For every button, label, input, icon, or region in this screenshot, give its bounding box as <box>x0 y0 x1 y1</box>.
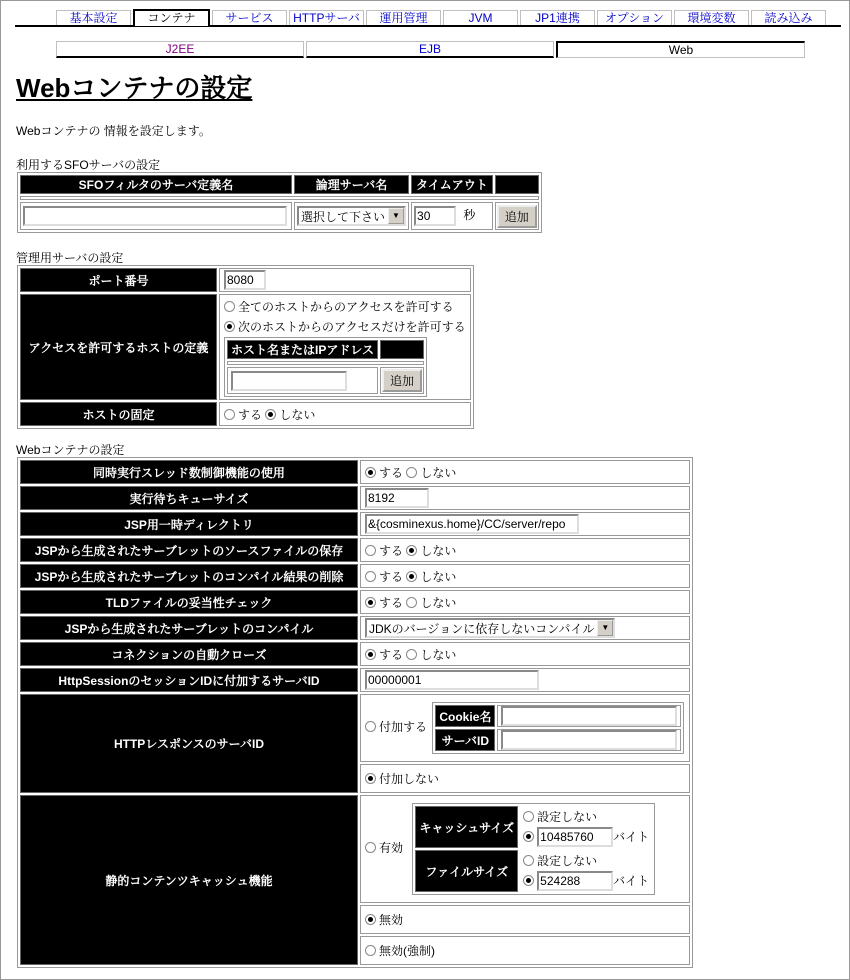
radio-label: する <box>379 569 404 584</box>
http-none-radio[interactable] <box>365 772 439 786</box>
chevron-down-icon: ▼ <box>597 620 613 636</box>
access-only-radio[interactable] <box>224 317 466 337</box>
content <box>16 72 842 968</box>
port-label: ポート番号 <box>20 268 217 292</box>
queue-input[interactable] <box>365 488 429 508</box>
logical-server-select[interactable] <box>297 206 406 226</box>
tab-container[interactable]: コンテナ <box>133 9 210 26</box>
host-add-button[interactable]: 追加 <box>382 369 422 392</box>
byte-label: バイト <box>613 873 650 888</box>
mgmt-table <box>17 265 474 429</box>
subtab-web[interactable]: Web <box>556 41 805 58</box>
select-value: 選択して下さい <box>301 209 386 224</box>
radio-label: する <box>379 543 404 558</box>
radio-checked-icon <box>523 831 534 842</box>
radio-icon <box>224 301 235 312</box>
radio-label: しない <box>420 465 457 480</box>
file-notset-radio[interactable] <box>523 851 649 871</box>
sfo-server-name-input[interactable] <box>23 206 287 226</box>
serverid-label: サーバID <box>435 729 495 751</box>
tab-load[interactable]: 読み込み <box>751 10 826 25</box>
radio-checked-icon <box>365 773 376 784</box>
radio-label: 無効 <box>379 913 404 927</box>
header-logical-server: 論理サーバ名 <box>294 175 409 194</box>
radio-icon <box>406 649 417 660</box>
radio-label: する <box>379 465 404 480</box>
tld-no-radio[interactable] <box>406 596 456 610</box>
session-serverid-label: HttpSessionのセッションIDに付加するサーバID <box>20 668 358 692</box>
radio-checked-icon <box>365 914 376 925</box>
radio-label: する <box>379 647 404 662</box>
radio-icon <box>365 945 376 956</box>
radio-label: しない <box>420 569 457 584</box>
chevron-down-icon: ▼ <box>388 208 404 224</box>
cache-table <box>412 803 655 895</box>
jsp-tmp-label: JSP用一時ディレクトリ <box>20 512 358 536</box>
radio-label: する <box>379 595 404 610</box>
timeout-input[interactable] <box>414 206 456 226</box>
radio-checked-icon <box>523 875 534 886</box>
cache-notset-radio[interactable] <box>523 807 649 827</box>
header-timeout: タイムアウト <box>411 175 493 194</box>
tld-yes-radio[interactable] <box>365 596 403 610</box>
radio-label: 有効 <box>379 841 404 856</box>
http-add-radio[interactable] <box>365 720 427 734</box>
radio-icon <box>365 545 376 556</box>
header-blank <box>495 175 539 194</box>
host-table <box>224 337 427 397</box>
radio-checked-icon <box>365 467 376 478</box>
host-header: ホスト名またはIPアドレス <box>227 340 378 359</box>
host-input[interactable] <box>231 371 347 391</box>
radio-icon <box>365 571 376 582</box>
sec-label: 秒 <box>463 208 476 223</box>
cache-size-radio[interactable] <box>523 827 649 848</box>
radio-icon <box>365 842 376 853</box>
radio-checked-icon <box>365 649 376 660</box>
thread-label: 同時実行スレッド数制御機能の使用 <box>20 460 358 484</box>
tab-jp1[interactable]: JP1連携 <box>520 10 595 25</box>
mgmt-section-label: 管理用サーバの設定 <box>16 251 124 265</box>
session-serverid-input[interactable] <box>365 670 539 690</box>
page-title: Webコンテナの設定 <box>16 73 253 103</box>
radio-label: 付加する <box>379 720 428 735</box>
host-fix-yes-radio[interactable] <box>224 408 262 422</box>
thread-no-radio[interactable] <box>406 466 456 480</box>
compile-select[interactable] <box>365 618 615 638</box>
del-yes-radio[interactable] <box>365 570 403 584</box>
radio-icon <box>406 467 417 478</box>
compile-label: JSPから生成されたサーブレットのコンパイル <box>20 616 358 640</box>
radio-label: 設定しない <box>537 853 598 868</box>
http-serverid-label: HTTPレスポンスのサーバID <box>20 694 358 793</box>
cookie-input[interactable] <box>501 706 677 726</box>
cache-enabled-radio[interactable] <box>365 841 403 855</box>
static-cache-label: 静的コンテンツキャッシュ機能 <box>20 795 358 965</box>
host-fix-no-radio[interactable] <box>265 408 315 422</box>
sub-tabs <box>56 41 807 58</box>
thread-yes-radio[interactable] <box>365 466 403 480</box>
radio-label: しない <box>279 407 316 422</box>
compile-delete-label: JSPから生成されたサーブレットのコンパイル結果の削除 <box>20 564 358 588</box>
cache-size-input[interactable] <box>537 827 613 847</box>
header-sfo-name: SFOフィルタのサーバ定義名 <box>20 175 292 194</box>
header-blank <box>380 340 424 359</box>
src-yes-radio[interactable] <box>365 544 403 558</box>
radio-checked-icon <box>406 545 417 556</box>
radio-label: する <box>238 407 263 422</box>
conn-close-label: コネクションの自動クローズ <box>20 642 358 666</box>
radio-label: しない <box>420 595 457 610</box>
tab-service[interactable]: サービス <box>212 10 287 25</box>
radio-label: しない <box>420 647 457 662</box>
radio-checked-icon <box>406 571 417 582</box>
tab-operation[interactable]: 運用管理 <box>366 10 441 25</box>
subtab-ejb[interactable]: EJB <box>306 41 554 58</box>
src-save-label: JSPから生成されたサーブレットのソースファイルの保存 <box>20 538 358 562</box>
file-size-label: ファイルサイズ <box>415 850 518 892</box>
radio-icon <box>406 597 417 608</box>
sfo-section-label: 利用するSFOサーバの設定 <box>16 158 161 172</box>
radio-checked-icon <box>365 597 376 608</box>
subtab-j2ee[interactable]: J2EE <box>56 41 304 58</box>
serverid-input[interactable] <box>501 730 677 750</box>
conn-no-radio[interactable] <box>406 648 456 662</box>
tab-basic[interactable]: 基本設定 <box>56 10 131 25</box>
access-label: アクセスを許可するホストの定義 <box>20 294 217 400</box>
web-table <box>17 457 693 968</box>
access-all-radio[interactable] <box>224 297 466 317</box>
radio-icon <box>365 721 376 732</box>
select-value: JDKのバージョンに依存しないコンパイル <box>369 621 595 636</box>
cookie-label: Cookie名 <box>435 705 495 727</box>
file-size-input[interactable] <box>537 871 613 891</box>
tab-http-server[interactable]: HTTPサーバ <box>289 10 364 25</box>
radio-label: 無効(強制) <box>379 944 435 958</box>
host-fix-label: ホストの固定 <box>20 402 217 426</box>
tab-jvm[interactable]: JVM <box>443 10 518 25</box>
del-no-radio[interactable] <box>406 570 456 584</box>
description: Webコンテナの 情報を設定します。 <box>16 124 211 138</box>
jsp-tmp-input[interactable] <box>365 514 579 534</box>
src-no-radio[interactable] <box>406 544 456 558</box>
queue-label: 実行待ちキューサイズ <box>20 486 358 510</box>
radio-icon <box>224 409 235 420</box>
cache-size-label: キャッシュサイズ <box>415 806 518 848</box>
radio-label: しない <box>420 543 457 558</box>
radio-icon <box>523 811 534 822</box>
web-section-label: Webコンテナの設定 <box>16 443 125 457</box>
radio-label: 全てのホストからのアクセスを許可する <box>238 300 454 314</box>
spacer <box>227 361 424 365</box>
tab-env[interactable]: 環境変数 <box>674 10 749 25</box>
radio-label: 設定しない <box>537 809 598 824</box>
conn-yes-radio[interactable] <box>365 648 403 662</box>
cache-disabled-force-radio[interactable] <box>365 944 435 958</box>
tld-label: TLDファイルの妥当性チェック <box>20 590 358 614</box>
sfo-table <box>17 172 542 233</box>
radio-label: 付加しない <box>379 772 440 786</box>
radio-label: 次のホストからのアクセスだけを許可する <box>238 320 466 334</box>
sfo-add-button[interactable]: 追加 <box>497 205 537 228</box>
cache-disabled-radio[interactable] <box>365 913 403 927</box>
radio-checked-icon <box>265 409 276 420</box>
port-input[interactable] <box>224 270 266 290</box>
radio-checked-icon <box>224 321 235 332</box>
file-size-radio[interactable] <box>523 871 649 892</box>
http-add-table <box>432 702 684 754</box>
byte-label: バイト <box>613 829 650 844</box>
radio-icon <box>523 855 534 866</box>
spacer <box>20 196 539 200</box>
tab-option[interactable]: オプション <box>597 10 672 25</box>
